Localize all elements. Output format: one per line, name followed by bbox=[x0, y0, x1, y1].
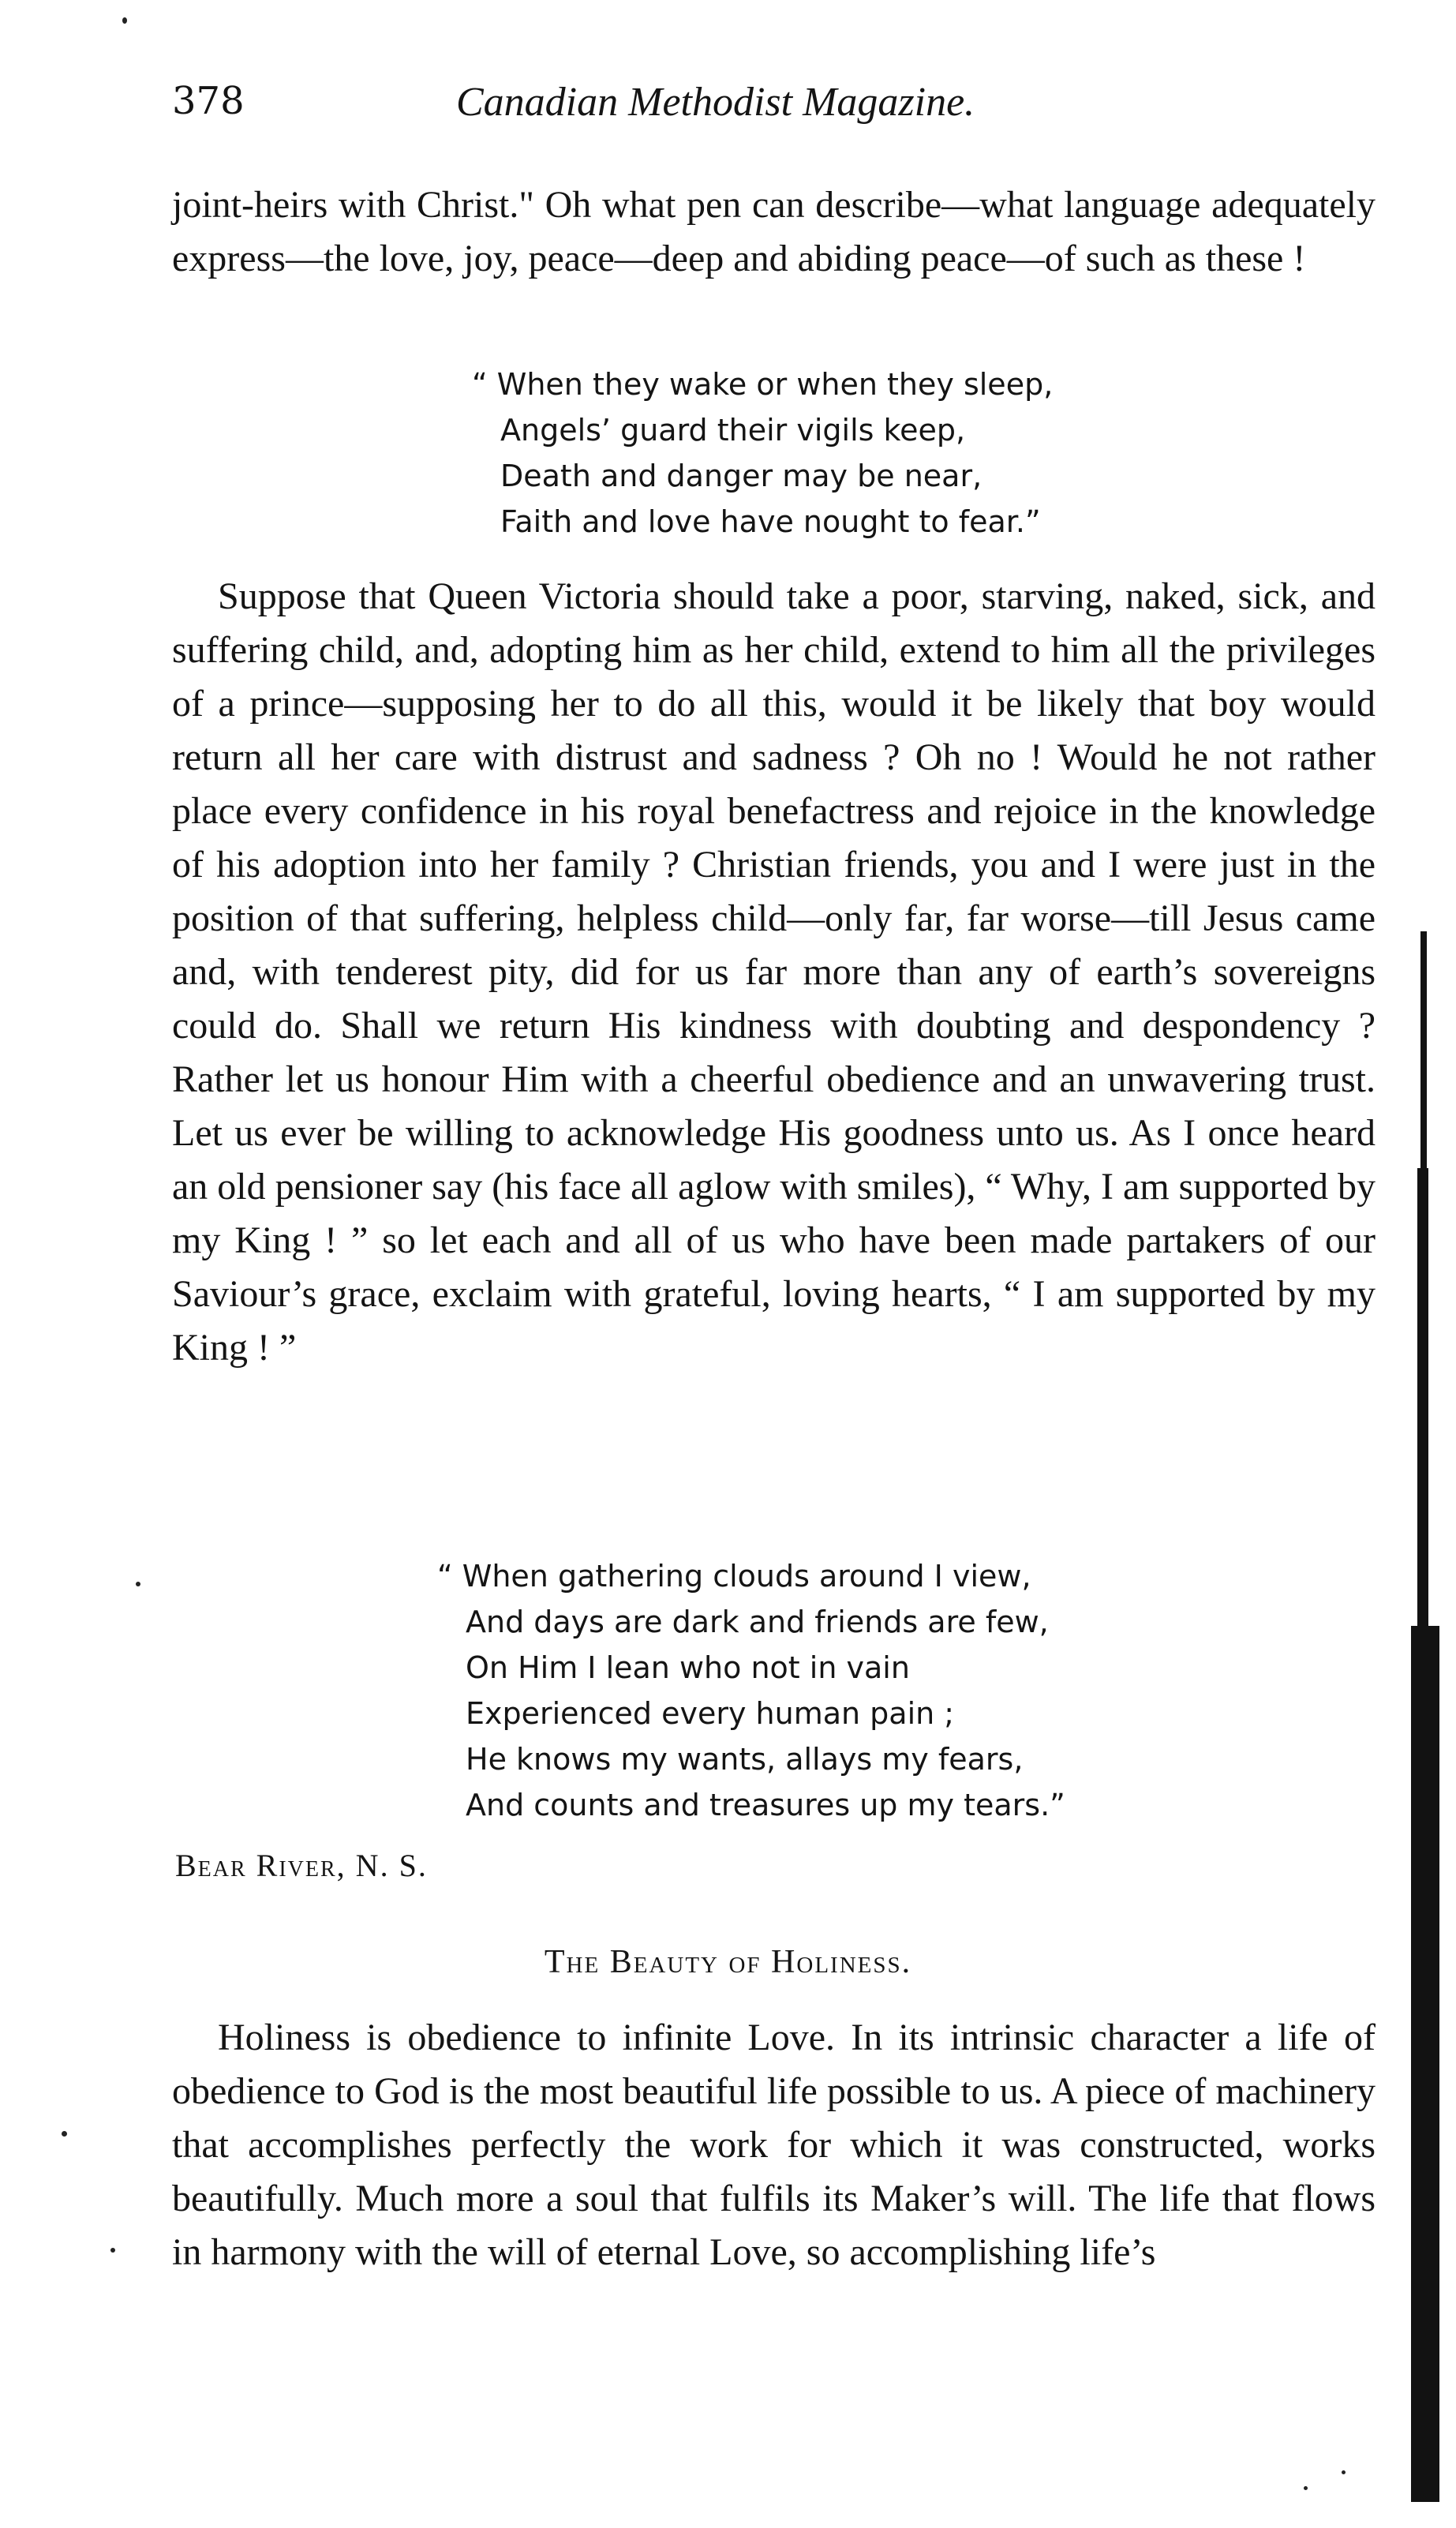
paragraph-queen-victoria bbox=[172, 570, 1376, 1375]
verse-line: Faith and love have nought to fear.” bbox=[500, 504, 1041, 539]
scan-speck bbox=[122, 17, 127, 24]
verse-line: Death and danger may be near, bbox=[500, 459, 983, 493]
scan-speck bbox=[110, 2248, 115, 2253]
paragraph-1-text: joint-heirs with Christ." Oh what pen can describe—what language adequately express—the love, joy, peace—deep and abiding peace—of such as these ! bbox=[172, 184, 1376, 279]
paragraph-2-text: Suppose that Queen Victoria should take a poor, starving, naked, sick, and suffering child, and, adopting him as her child, extend to him all the privileges of a prince—supposing her to do all this, would it be likely that boy would return all her care with distrust and sadness ? Oh no ! Would he not rather place every confidence in his royal benefactress and rejoice in the knowledge of his adoption into her family ? Christian friends, you and I were just in the position of that suffering, helpless child—only far, far worse—till Jesus came and, with tenderest pity, did for us far more than any of earth’s sovereigns could do. Shall we return His kindness with doubting and despondency ? Rather let us honour Him with a cheerful obedience and an unwavering trust. Let us ever be willing to acknowledge His goodness unto us. As I once heard an old pensioner say (his face all aglow with smiles), “ Why, I am supported by my King ! ” so let each and all of us who have been made partakers of our Saviour’s grace, exclaim with grateful, loving hearts, “ I am supported by my King ! ” bbox=[172, 575, 1376, 1369]
verse-stanza-2 bbox=[437, 1553, 1065, 1828]
section-heading: The Beauty of Holiness. bbox=[544, 1944, 912, 1980]
verse-line: Angels’ guard their vigils keep, bbox=[500, 413, 966, 448]
verse-stanza-1 bbox=[472, 361, 1053, 545]
running-head: Canadian Methodist Magazine. bbox=[456, 80, 975, 125]
dateline-place: Bear River, N. S. bbox=[175, 1848, 428, 1883]
paragraph-beauty-of-holiness bbox=[172, 2011, 1376, 2279]
scan-speck bbox=[1304, 2486, 1308, 2490]
scan-speck bbox=[136, 1582, 140, 1586]
scan-speck bbox=[1342, 2470, 1346, 2474]
verse-line: He knows my wants, allays my fears, bbox=[466, 1742, 1024, 1777]
page-header bbox=[172, 79, 1379, 142]
verse-line: “ When gathering clouds around I view, bbox=[437, 1559, 1031, 1594]
verse-line: And days are dark and friends are few, bbox=[466, 1605, 1049, 1639]
verse-line: And counts and treasures up my tears.” bbox=[466, 1788, 1065, 1822]
paragraph-continuation bbox=[172, 178, 1376, 286]
scan-edge-shadow bbox=[1411, 1626, 1439, 2502]
page-number: 378 bbox=[172, 79, 245, 123]
verse-line: On Him I lean who not in vain bbox=[466, 1650, 910, 1685]
verse-line: Experienced every human pain ; bbox=[466, 1696, 955, 1731]
verse-line: “ When they wake or when they sleep, bbox=[472, 367, 1054, 402]
scan-speck bbox=[62, 2131, 67, 2137]
scan-edge-shadow bbox=[1420, 931, 1427, 1168]
paragraph-3-text: Holiness is obedience to infinite Love. In its intrinsic character a life of obedience to God is the most beautiful life possible to us. A piece of machinery that accomplishes perfectly the work for which it was constructed, works beautifully. Much more a soul that fulfils its Maker’s will. The life that flows in harmony with the will of eternal Love, so accomplishing life’s bbox=[172, 2017, 1376, 2273]
scan-edge-shadow bbox=[1417, 1168, 1428, 1626]
